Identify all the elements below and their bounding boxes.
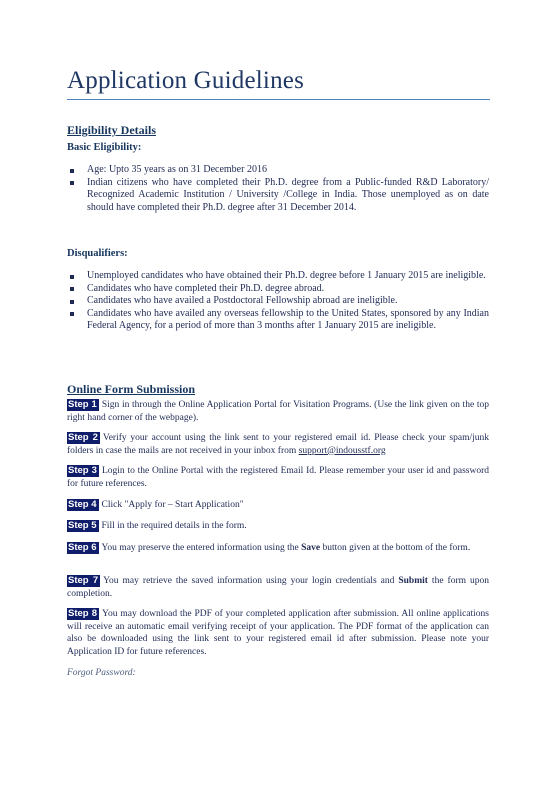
- page-title: Application Guidelines: [67, 67, 304, 94]
- save-keyword: Save: [301, 543, 321, 553]
- step-badge: Step 8: [68, 608, 98, 619]
- step-text: Verify your account using the link sent to your registered email id. Please check your spam/junk folders in case the mails are not received in your inbox from: [67, 433, 489, 456]
- step-5: [67, 520, 489, 533]
- list-item: Unemployed candidates who have obtained their Ph.D. degree before 1 January 2015 are ineligible.: [67, 270, 489, 283]
- submit-keyword: Submit: [398, 576, 428, 586]
- step-7: [67, 575, 489, 600]
- step-6: [67, 542, 489, 555]
- step-text: Fill in the required details in the form.: [101, 521, 247, 531]
- step-text: You may download the PDF of your completed application after submission. All online applications will receive an automatic email verifying receipt of your application. The PDF format of the application can also be downloaded using the link sent to your registered email id after submission. Please note your Application ID for future references.: [67, 609, 489, 657]
- support-email-link[interactable]: support@indousstf.org: [298, 445, 386, 456]
- forgot-password-label: Forgot Password:: [67, 668, 136, 678]
- eligibility-heading: Eligibility Details: [67, 123, 157, 137]
- step-text: Sign in through the Online Application Portal for Visitation Programs. (Use the link given on the top right hand corner of the webpage).: [67, 400, 489, 423]
- step-badge: Step 2: [68, 432, 98, 443]
- step-4: [67, 499, 489, 512]
- online-form-heading: Online Form Submission: [67, 382, 196, 396]
- title-divider: [67, 99, 490, 100]
- step-badge: Step 4: [68, 499, 97, 510]
- step-text: button given at the bottom of the form.: [320, 543, 471, 553]
- list-item: Candidates who have completed their Ph.D. degree abroad.: [67, 283, 489, 296]
- step-8: [67, 608, 489, 658]
- step-text: Click "Apply for – Start Application": [101, 500, 244, 510]
- step-badge: Step 3: [68, 465, 97, 476]
- list-item: Candidates who have availed any overseas fellowship to the United States, sponsored by any Indian Federal Agency, for a period of more than 3 months after 1 January 2015 are ineligible.: [67, 308, 489, 333]
- disqualifiers-list: [67, 270, 489, 333]
- step-badge: Step 1: [68, 399, 97, 410]
- list-item: Candidates who have availed a Postdoctoral Fellowship abroad are ineligible.: [67, 295, 489, 308]
- step-3: [67, 465, 489, 490]
- list-item: Age: Upto 35 years as on 31 December 2016: [67, 164, 489, 177]
- basic-eligibility-heading: Basic Eligibility:: [67, 142, 142, 153]
- disqualifiers-heading: Disqualifiers:: [67, 248, 128, 259]
- step-text: You may retrieve the saved information using your login credentials and: [103, 576, 399, 586]
- step-1: [67, 399, 489, 424]
- step-2: [67, 432, 489, 457]
- step-text: You may preserve the entered information using the: [101, 543, 302, 553]
- step-text: Login to the Online Portal with the registered Email Id. Please remember your user id and password for future references.: [67, 466, 490, 489]
- step-text: the form upon completion.: [67, 576, 490, 599]
- list-item: Indian citizens who have completed their Ph.D. degree from a Public-funded R&D Laboratory/ Recognized Academic Institution / University /College in India. Those unemployed as on date should have completed their Ph.D. degree after 31 December 2014.: [67, 177, 489, 215]
- step-badge: Step 5: [68, 520, 97, 531]
- step-badge: Step 6: [68, 542, 97, 553]
- basic-eligibility-list: [67, 164, 489, 214]
- step-badge: Step 7: [68, 575, 99, 586]
